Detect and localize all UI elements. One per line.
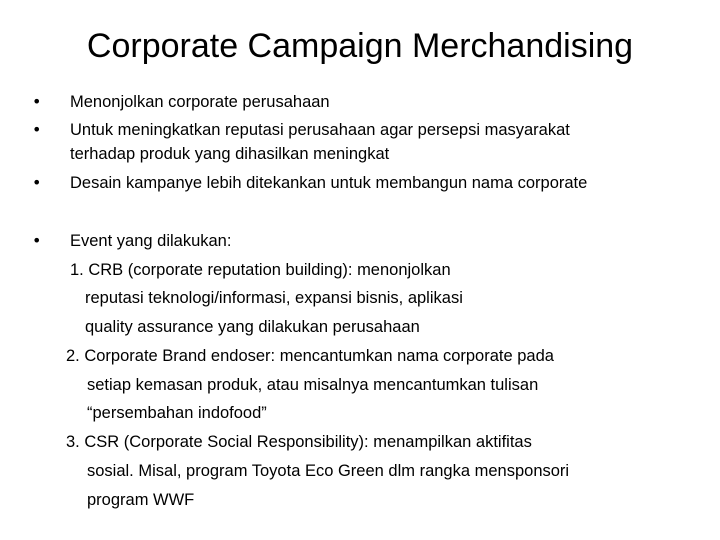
event-line: reputasi teknologi/informasi, expansi bisnis, aplikasi bbox=[85, 289, 463, 307]
bullet-marker: • bbox=[32, 231, 42, 250]
bullet-text: Event yang dilakukan: bbox=[70, 232, 232, 250]
bullet-text: Desain kampanye lebih ditekankan untuk membangun nama corporate bbox=[70, 174, 588, 192]
event-line: 1. CRB (corporate reputation building): menonjolkan bbox=[70, 261, 451, 279]
event-line: setiap kemasan produk, atau misalnya mencantumkan tulisan bbox=[87, 376, 539, 394]
event-line: program WWF bbox=[87, 491, 195, 509]
bullet-text: Untuk meningkatkan reputasi perusahaan agar persepsi masyarakat bbox=[70, 121, 570, 139]
bullet-marker: • bbox=[32, 173, 42, 192]
bullet-text-continuation: terhadap produk yang dihasilkan meningkat bbox=[70, 145, 390, 163]
bullet-marker: • bbox=[32, 92, 42, 111]
event-line: “persembahan indofood” bbox=[87, 404, 267, 422]
bullet-text: Menonjolkan corporate perusahaan bbox=[70, 93, 330, 111]
event-line: 3. CSR (Corporate Social Responsibility): menampilkan aktifitas bbox=[66, 433, 532, 451]
event-line: 2. Corporate Brand endoser: mencantumkan nama corporate pada bbox=[66, 347, 554, 365]
slide-title: Corporate Campaign Merchandising bbox=[86, 27, 634, 65]
bullet-marker: • bbox=[32, 120, 42, 139]
event-line: sosial. Misal, program Toyota Eco Green dlm rangka mensponsori bbox=[87, 462, 570, 480]
event-line: quality assurance yang dilakukan perusahaan bbox=[85, 318, 420, 336]
